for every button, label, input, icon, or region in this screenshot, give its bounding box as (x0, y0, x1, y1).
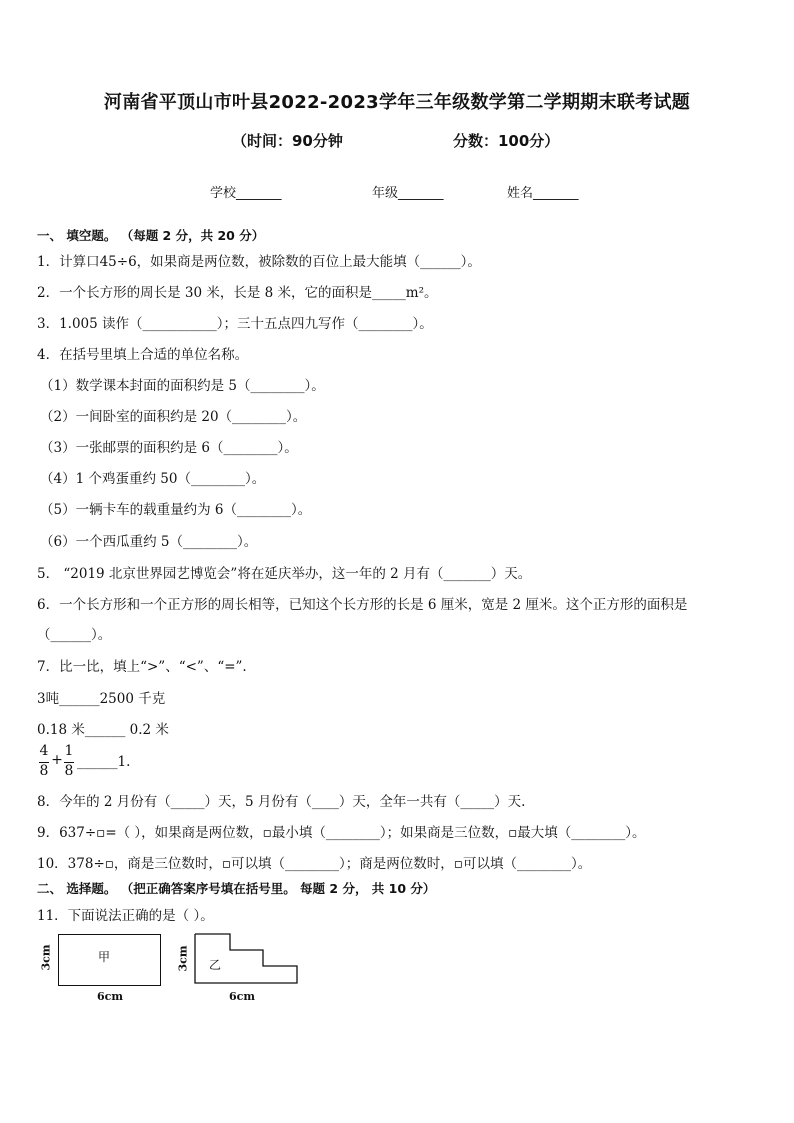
question-7-2: 0.18 米______ 0.2 米 (37, 722, 169, 738)
question-6-blank: （______）。 (37, 627, 112, 643)
question-11: 11．下面说法正确的是（ ）。 (37, 908, 214, 924)
question-7-3-rest: ______1. (77, 754, 131, 770)
question-7: 7．比一比，填上“>”、“<”、“=”. (37, 659, 247, 675)
name-field[interactable]: 姓名_______ (507, 186, 579, 201)
question-9: 9．637÷▫=（ ），如果商是两位数，▫最小填（________）；如果商是三位数，▫最大填（________）。 (37, 825, 646, 841)
question-6: 6．一个长方形和一个正方形的周长相等，已知这个长方形的长是 6 厘米，宽是 2 厘米。这个正方形的面积是 (37, 597, 688, 613)
question-5: 5． “2019 北京世界园艺博览会”将在延庆举办，这一年的 2 月有（_______）天。 (37, 566, 532, 582)
figure-b-label: 乙 (209, 958, 222, 972)
question-2: 2．一个长方形的周长是 30 米，长是 8 米，它的面积是_____m²。 (37, 285, 438, 301)
fraction-1-denominator: 8 (39, 763, 49, 779)
figure-b-height-label: 3cm (176, 945, 190, 972)
question-4-1: （1）数学课本封面的面积约是 5（________）。 (40, 378, 325, 394)
fraction-2-denominator: 8 (64, 763, 74, 779)
question-3: 3．1.005 读作（___________）；三十五点四九写作（________）。 (37, 316, 433, 332)
question-4-3: （3）一张邮票的面积约是 6（________）。 (40, 440, 298, 456)
exam-score: 分数：100分） (453, 132, 560, 150)
fraction-2-numerator: 1 (64, 743, 74, 759)
fraction-1-numerator: 4 (39, 743, 49, 759)
grade-field[interactable]: 年级_______ (372, 186, 444, 201)
question-8: 8．今年的 2 月份有（_____）天，5 月份有（____）天，全年一共有（_____）天. (37, 794, 526, 810)
figure-b-stepped-shape (190, 930, 305, 988)
figure-a-label: 甲 (98, 950, 111, 964)
section-choice-header: 二、 选择题。 （把正确答案序号填在括号里。 每题 2 分， 共 10 分） (37, 881, 436, 896)
question-4-2: （2）一间卧室的面积约是 20（________）。 (40, 409, 307, 425)
question-4: 4．在括号里填上合适的单位名称。 (37, 347, 249, 363)
figure-a-width-label: 6cm (97, 990, 123, 1003)
figure-b-width-label: 6cm (229, 990, 255, 1003)
question-7-1: 3吨______2500 千克 (37, 691, 166, 707)
question-4-5: （5）一辆卡车的载重量约为 6（________）。 (40, 502, 312, 518)
figure-a-height-label: 3cm (39, 944, 53, 971)
exam-time: （时间：90分钟 (232, 132, 343, 150)
question-1: 1．计算口45÷6，如果商是两位数，被除数的百位上最大能填（______）。 (37, 254, 481, 270)
school-field[interactable]: 学校_______ (210, 186, 282, 201)
question-4-4: （4）1 个鸡蛋重约 50（________）。 (40, 471, 266, 487)
plus-sign: + (51, 752, 63, 768)
page-title: 河南省平顶山市叶县2022-2023学年三年级数学第二学期期末联考试题 (103, 92, 691, 113)
question-4-6: （6）一个西瓜重约 5（________）。 (40, 534, 258, 550)
section-fill-in-header: 一、 填空题。 （每题 2 分，共 20 分） (37, 228, 265, 243)
question-10: 10．378÷▫，商是三位数时，▫可以填（________）；商是两位数时，▫可以填（________）。 (37, 856, 592, 872)
